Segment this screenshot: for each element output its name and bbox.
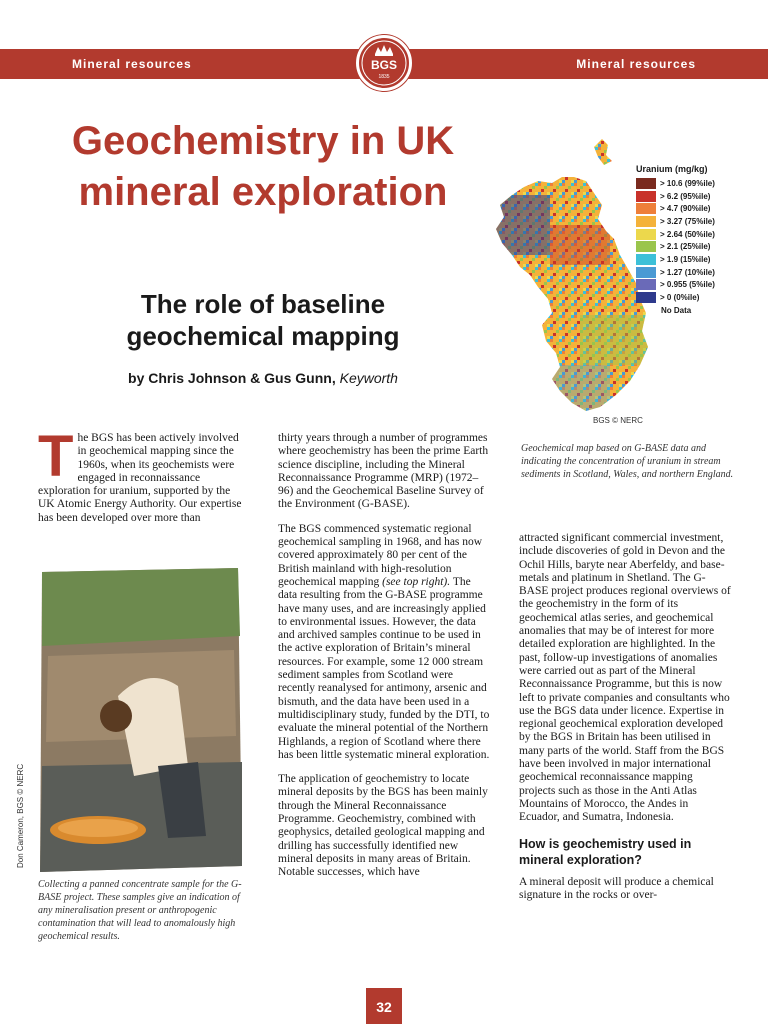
legend-swatch [636,292,656,303]
legend-label: > 1.27 (10%ile) [660,267,715,277]
col3-paragraph-2: A mineral deposit will produce a chemical signature in the rocks or over- [519,875,714,901]
photo-caption: Collecting a panned concentrate sample for the G-BASE project. These samples give an indication of any mineralisation present or anthropogenic contamination that will lead to anomalously high geochemical results. [38,879,242,942]
map-legend [636,164,756,315]
byline-location: Keyworth [339,370,398,386]
field-photo [38,566,244,874]
intro-paragraph [38,424,248,525]
bgs-logo [356,35,412,91]
legend-label: > 2.1 (25%ile) [660,242,711,252]
byline-authors: by Chris Johnson & Gus Gunn, [128,370,336,386]
legend-rows [636,177,756,304]
col2-p2-text-a: The BGS commenced systematic regional geochemical sampling in 1968, and has now covered approximately 80 per cent of the British mainland with high-resolution geochemical mapping [278,522,483,588]
legend-item [636,177,756,190]
legend-label: > 3.27 (75%ile) [660,216,715,226]
legend-label: > 6.2 (95%ile) [660,191,711,201]
legend-label: > 1.9 (15%ile) [660,254,711,264]
legend-swatch [636,267,656,278]
legend-swatch [636,191,656,202]
legend-item [636,266,756,279]
legend-swatch [636,279,656,290]
map-caption: Geochemical map based on G-BASE data and indicating the concentration of uranium in stream sediments in Scotland, Wales, and northern England. [521,443,734,480]
article-title: Geochemistry in UK mineral exploration [71,119,455,214]
legend-nodata: No Data [661,305,692,315]
legend-item [636,228,756,241]
legend-item [636,279,756,292]
legend-label: > 2.64 (50%ile) [660,229,715,239]
col2-paragraph-3: The application of geochemistry to locate mineral deposits by the BGS has been mainly through the Mineral Reconnaissance Programme. Geochemistry, combined with geophysics, detailed geological mapping and drilling has successfully identified new mineral deposits in many areas of Britain. Notable successes, which have [278,773,488,879]
legend-item [636,253,756,266]
legend-label: > 10.6 (99%ile) [660,178,715,188]
legend-title: Uranium (mg/kg) [636,164,708,174]
section-subheading: How is geochemistry used in mineral exploration? [519,836,692,867]
legend-item [636,240,756,253]
section-label-right: Mineral resources [576,57,696,71]
col2-paragraph-2 [278,523,492,762]
column-3 [519,532,731,913]
photo-credit-container [8,763,28,988]
legend-swatch [636,229,656,240]
logo-year: 1835 [378,74,390,80]
page-number: 32 [366,988,402,1024]
section-label-left: Mineral resources [72,57,192,71]
legend-item [636,202,756,215]
map-credit: BGS © NERC [593,416,643,425]
legend-label: > 0 (0%ile) [660,293,700,303]
photo-credit: Don Cameron, BGS © NERC [16,763,25,868]
legend-swatch [636,203,656,214]
legend-item [636,291,756,304]
col2-p2-text-b: The data resulting from the G-BASE programme have many uses, and are increasingly applied to environmental issues. However, the data and archived samples continue to be used in the active exploration of Britain’s mineral resources. For example, some 12 000 stream sediment samples from Scotland were recently reanalysed for antimony, arsenic and bismuth, and the data have been used in a multidisciplinary study, funded by the DTI, to evaluate the mineral potential of the Northern Highlands, a region of Scotland where there has been little systematic mineral exploration. [278,575,490,761]
intro-text: he BGS has been actively involved in geochemical mapping since the 1960s, when its geochemists were engaged in reconnaissance exploration for uranium, supported by the UK Atomic Energy Authority. Our expertise has been developed over more than [38,432,242,524]
column-2 [278,432,492,891]
col3-paragraph-1: attracted significant commercial investment, include discoveries of gold in Devon and the Ochil Hills, baryte near Aberfeldy, and base-metals and platinum in Shetland. The G-BASE project produces regional overviews of the geochemistry in the form of its geochemical atlas series, and geochemical anomalies that may be of interest for more detailed exploration are highlighted. In the past, follow-up investigations of anomalies were carried out as part of the Mineral Reconnaissance Programme, but this is now left to private companies and consultants who use the BGS data under licence. Expertise in regional geochemical exploration developed by the BGS in Britain has been utilised in many parts of the world. Staff from the BGS have been involved in major international geochemical reconnaissance mapping projects such as those in the Anti Atlas Mountains of Morocco, the Andes in Ecuador, and Sumatra, Indonesia. [519,532,731,824]
legend-swatch [636,254,656,265]
legend-label: > 4.7 (90%ile) [660,204,711,214]
logo-text: BGS [370,58,397,72]
legend-swatch [636,216,656,227]
panning-photo-graphic [38,566,244,874]
legend-item [636,215,756,228]
legend-label: > 0.955 (5%ile) [660,280,715,290]
byline [60,370,466,386]
col2-p2-italic: (see top right). [382,575,451,588]
legend-swatch [636,241,656,252]
legend-swatch [636,178,656,189]
column-1 [38,424,248,536]
col2-paragraph-1: thirty years through a number of programmes where geochemistry has been the prime Earth science discipline, including the Mineral Reconnaissance Programme (MRP) (1972–96) and the Geochemical Baseline Survey of the Environment (G-BASE). [278,432,489,511]
dropcap: T [38,424,74,489]
article-subtitle: The role of baseline geochemical mapping [126,289,400,351]
legend-item [636,190,756,203]
